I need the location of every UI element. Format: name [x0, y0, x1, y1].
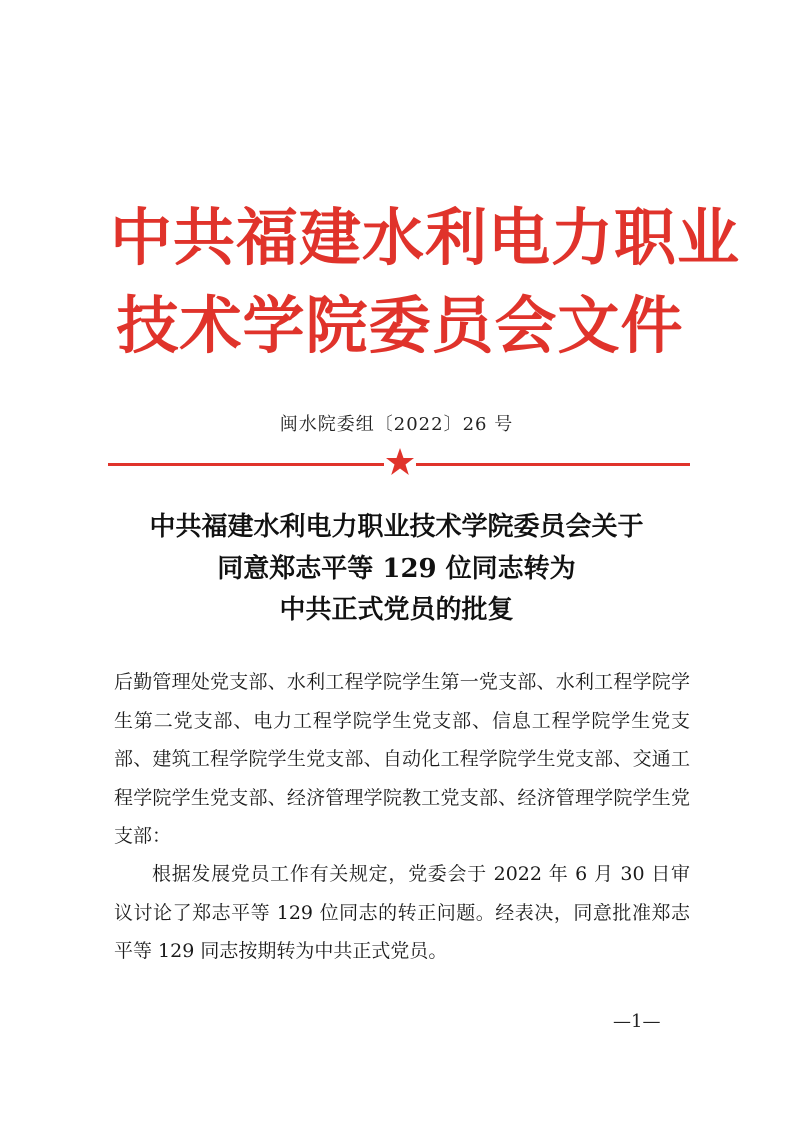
- document-header-line2: 技术学院委员会文件: [116, 289, 684, 362]
- recipients-paragraph: 后勤管理处党支部、水利工程学院学生第一党支部、水利工程学院学生第二党支部、电力工程学院学生党支部、信息工程学院学生党支部、建筑工程学院学生党支部、自动化工程学院学生党支部、交通工程学院学生党支部、经济管理学院教工党支部、经济管理学院学生党支部：: [114, 671, 690, 847]
- document-header-line1: 中共福建水利电力职业: [110, 201, 741, 274]
- body-paragraph: 根据发展党员工作有关规定，党委会于 2022 年 6 月 30 日审议讨论了郑志平等 129 位同志的转正问题。经表决，同意批准郑志平等 129 同志按期转为中共正式党员。: [114, 863, 690, 962]
- document-title-line2: 同意郑志平等 129 位同志转为: [217, 554, 576, 584]
- star-icon: [384, 446, 416, 478]
- page-number: —1—: [613, 1011, 661, 1032]
- document-number: 闽水院委组〔2022〕26 号: [279, 414, 514, 435]
- document-title-line3: 中共正式党员的批复: [279, 595, 514, 625]
- document-title-line1: 中共福建水利电力职业技术学院委员会关于: [149, 512, 644, 542]
- red-divider-left: [108, 463, 384, 466]
- red-divider-right: [416, 463, 690, 466]
